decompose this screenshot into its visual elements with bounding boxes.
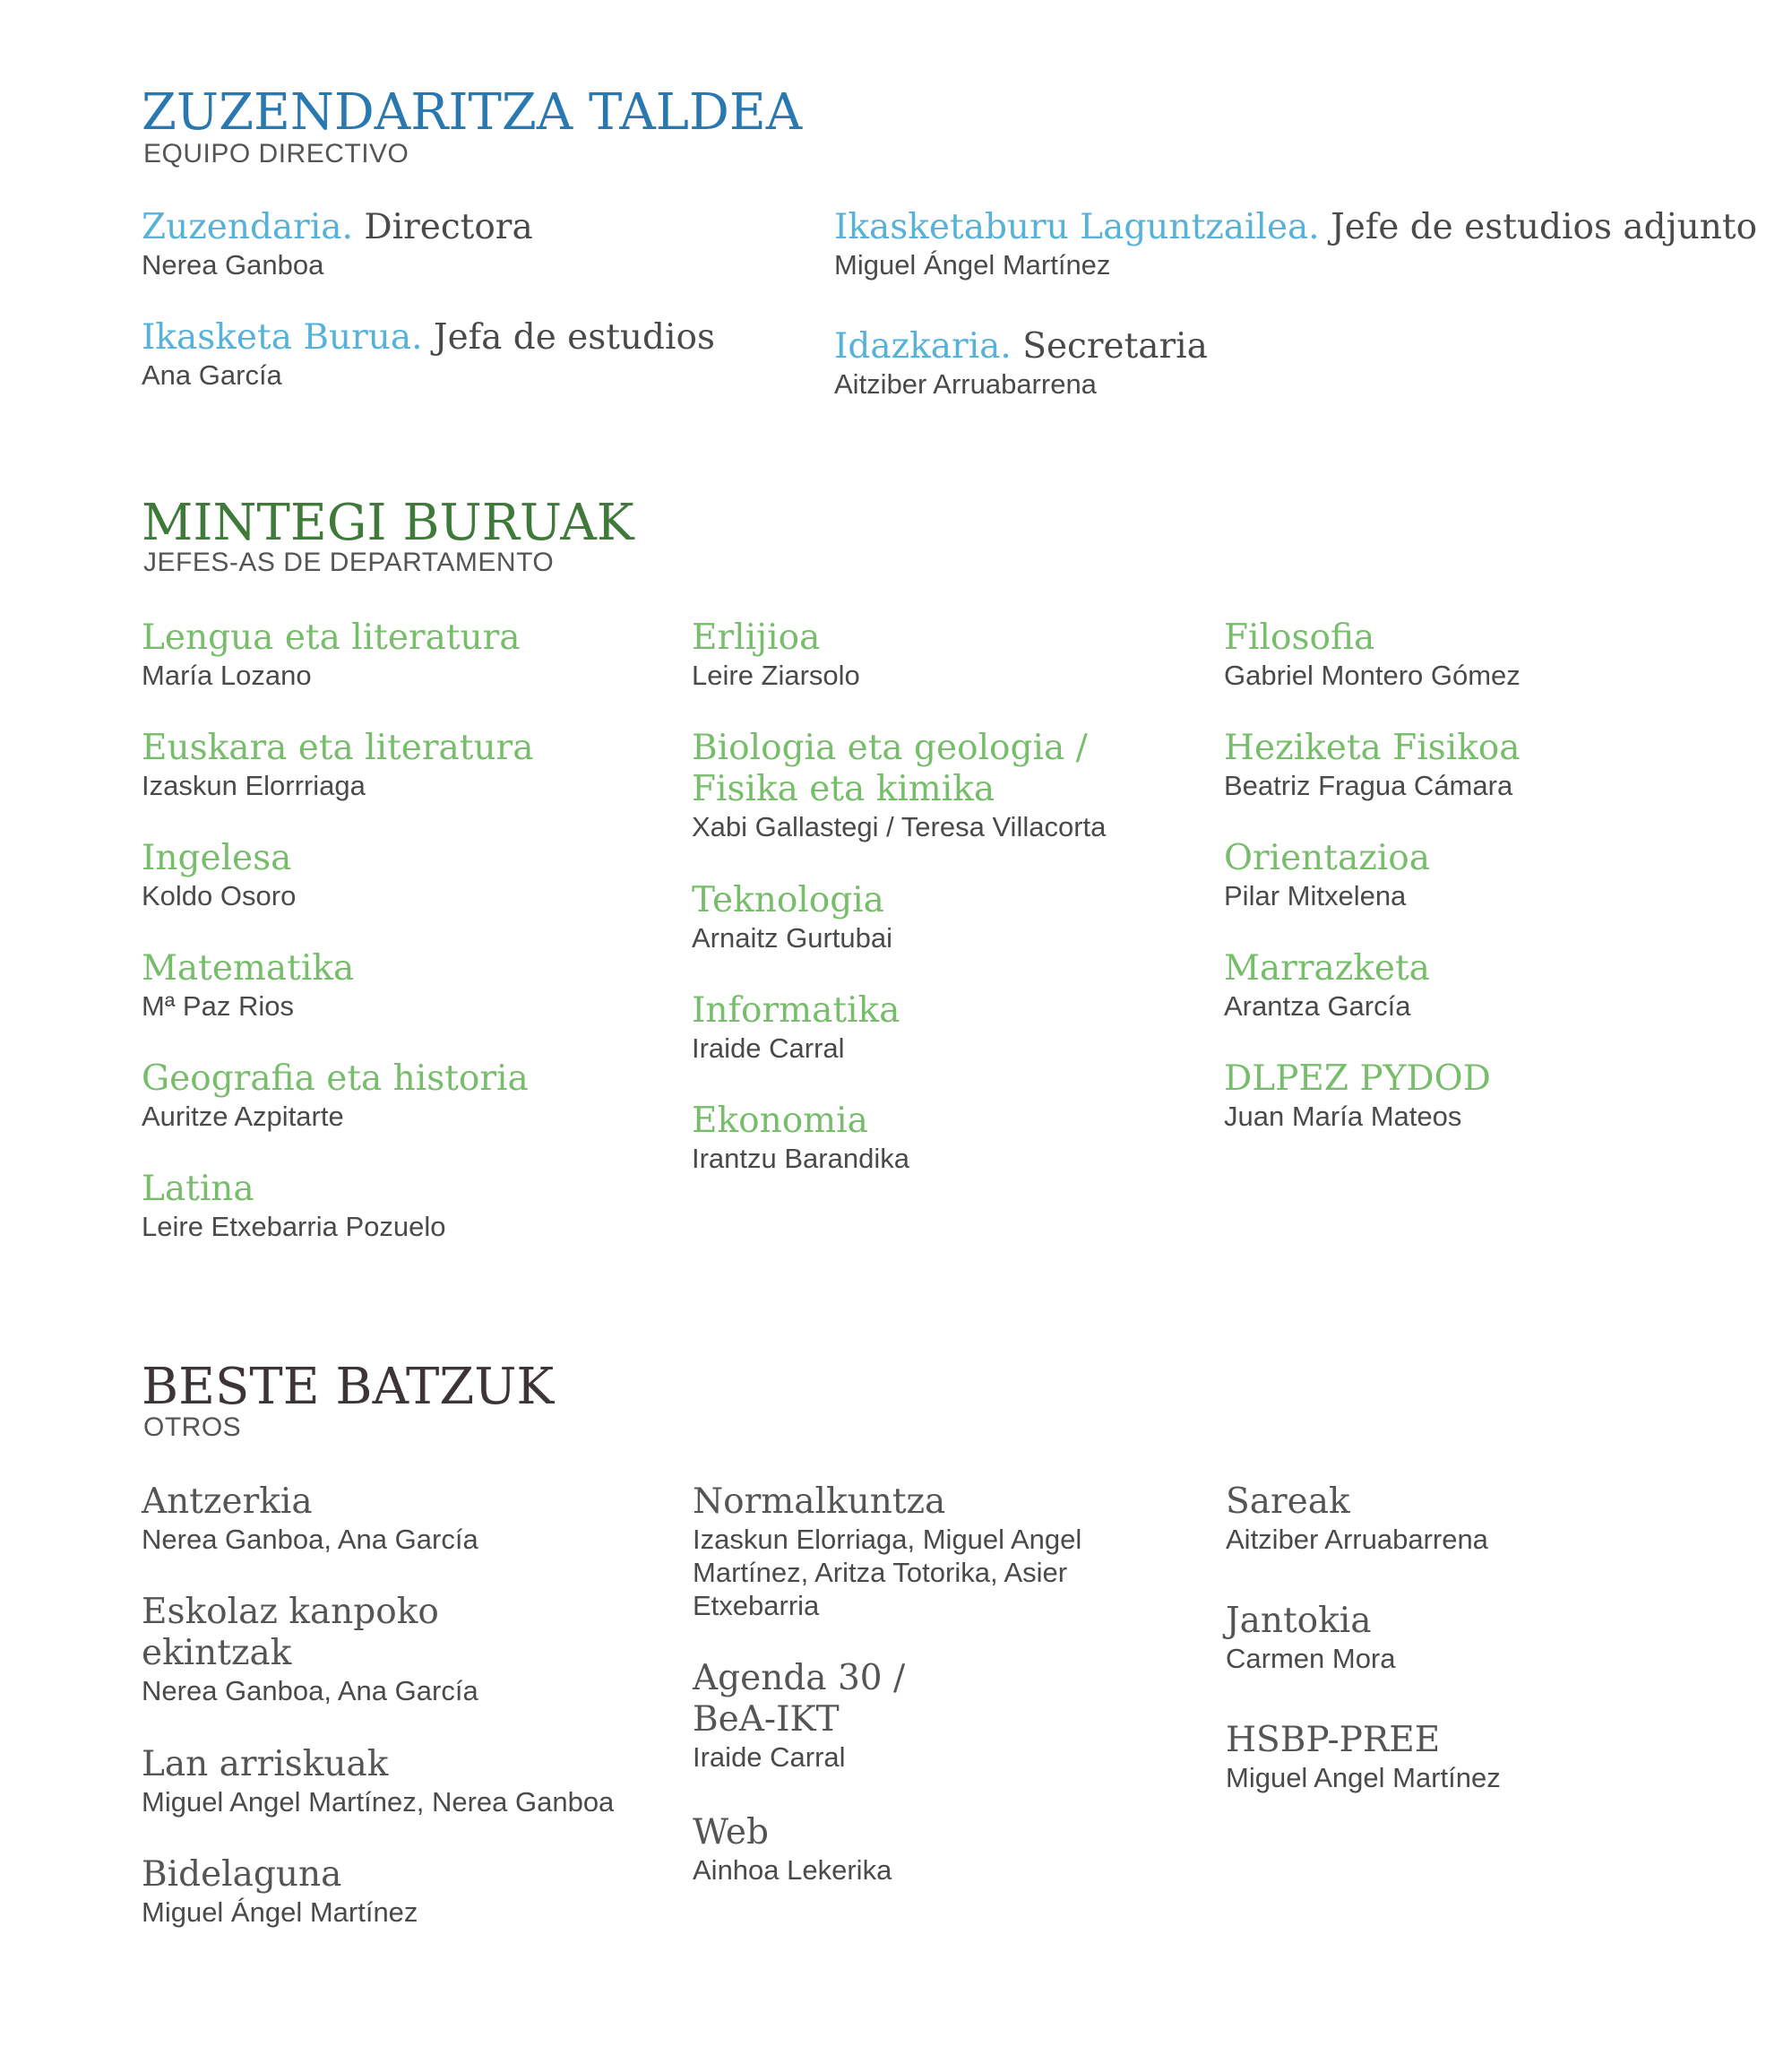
- role-eu: Zuzendaria.: [142, 207, 353, 247]
- other-label: Normalkuntza: [693, 1481, 946, 1522]
- dept-informatika: [692, 990, 900, 1065]
- dept-name-line1: Biologia eta geologia /: [692, 728, 1088, 768]
- other-label-line1: Eskolaz kanpoko: [142, 1592, 439, 1632]
- other-web: [693, 1812, 892, 1887]
- member-head-of-studies: [142, 317, 715, 392]
- other-jantokia: [1226, 1601, 1396, 1675]
- role-eu: Ikasketaburu Laguntzailea.: [834, 207, 1320, 247]
- other-label: Sareak: [1226, 1481, 1350, 1522]
- dept-marrazketa: [1224, 948, 1430, 1023]
- other-label: HSBP-PREE: [1226, 1720, 1441, 1760]
- dept-name: Ekonomia: [692, 1101, 868, 1141]
- member-director: [142, 207, 533, 281]
- dept-head-name: Irantzu Barandika: [692, 1143, 909, 1174]
- dept-name: Orientazioa: [1224, 838, 1430, 878]
- dept-head-name: Auritze Azpitarte: [142, 1101, 344, 1132]
- other-eskolaz: [142, 1592, 478, 1707]
- dept-name: Heziketa Fisikoa: [1224, 728, 1521, 768]
- other-names: Aitziber Arruabarrena: [1226, 1524, 1488, 1555]
- dept-latina: [142, 1169, 445, 1243]
- other-label: Bidelaguna: [142, 1854, 342, 1895]
- role-es: Jefe de estudios adjunto: [1319, 207, 1758, 247]
- other-names: Miguel Angel Martínez: [1226, 1762, 1501, 1793]
- dept-heziketa: [1224, 728, 1521, 802]
- member-secretary: [834, 326, 1208, 401]
- other-antzerkia: [142, 1481, 478, 1556]
- dept-head-name: Leire Etxebarria Pozuelo: [142, 1211, 446, 1242]
- dept-erlijioa: [692, 617, 860, 692]
- dept-name: Matematika: [142, 948, 355, 989]
- other-names: Ainhoa Lekerika: [693, 1854, 892, 1886]
- other-label: Jantokia: [1226, 1601, 1372, 1641]
- dept-head-name: María Lozano: [142, 660, 312, 691]
- dept-name: Lengua eta literatura: [142, 617, 521, 658]
- role-es: Secretaria: [1011, 326, 1208, 367]
- dept-head-name: Leire Ziarsolo: [692, 660, 860, 691]
- dept-name: Teknologia: [692, 880, 884, 920]
- dept-name: Erlijioa: [692, 617, 821, 658]
- dept-name-line2: Fisika eta kimika: [692, 769, 995, 809]
- section-subtitle-departments: JEFES-AS DE DEPARTAMENTO: [143, 548, 555, 577]
- dept-head-name: Mª Paz Rios: [142, 990, 294, 1022]
- other-names-line2: Martínez, Aritza Totorika, Asier: [693, 1557, 1068, 1588]
- dept-geografia: [142, 1058, 529, 1133]
- member-name: Nerea Ganboa: [142, 249, 324, 281]
- dept-head-name: Juan María Mateos: [1224, 1101, 1462, 1132]
- other-label: Web: [693, 1812, 769, 1852]
- dept-name: Filosofia: [1224, 617, 1375, 658]
- other-label-line1: Agenda 30 /: [693, 1658, 906, 1698]
- dept-matematika: [142, 948, 354, 1023]
- other-label: Antzerkia: [142, 1481, 313, 1522]
- section-title-departments: MINTEGI BURUAK: [142, 494, 634, 552]
- other-lan-arriskuak: [142, 1744, 614, 1818]
- other-label-line2: BeA-IKT: [693, 1699, 840, 1740]
- dept-name: DLPEZ PYDOD: [1224, 1058, 1491, 1099]
- dept-name: Marrazketa: [1224, 948, 1430, 989]
- other-names: Carmen Mora: [1226, 1643, 1396, 1674]
- dept-teknologia: [692, 880, 892, 954]
- section-title-others: BESTE BATZUK: [142, 1358, 555, 1416]
- other-names: Nerea Ganboa, Ana García: [142, 1524, 478, 1555]
- dept-head-name: Izaskun Elorrriaga: [142, 770, 366, 801]
- dept-ekonomia: [692, 1101, 909, 1175]
- other-label-line2: ekintzak: [142, 1633, 292, 1673]
- dept-filosofia: [1224, 617, 1521, 692]
- other-names: Iraide Carral: [693, 1741, 846, 1773]
- dept-head-name: Beatriz Fragua Cámara: [1224, 770, 1513, 801]
- member-name: Ana García: [142, 359, 282, 391]
- role-es: Jefa de estudios: [422, 317, 715, 358]
- dept-head-name: Pilar Mitxelena: [1224, 880, 1407, 911]
- role-eu: Ikasketa Burua.: [142, 317, 423, 358]
- dept-ingelesa: [142, 838, 296, 912]
- dept-head-name: Koldo Osoro: [142, 880, 297, 911]
- dept-orientazioa: [1224, 838, 1430, 912]
- role-es: Directora: [352, 207, 533, 247]
- other-names: Miguel Angel Martínez, Nerea Ganboa: [142, 1786, 615, 1818]
- dept-head-name: Arantza García: [1224, 990, 1411, 1022]
- other-names: Nerea Ganboa, Ana García: [142, 1675, 478, 1706]
- other-names-line3: Etxebarria: [693, 1590, 820, 1621]
- dept-head-name: Gabriel Montero Gómez: [1224, 660, 1521, 691]
- other-sareak: [1226, 1481, 1488, 1556]
- dept-name: Ingelesa: [142, 838, 292, 878]
- role-eu: Idazkaria.: [834, 326, 1012, 367]
- other-names: Miguel Ángel Martínez: [142, 1896, 418, 1928]
- dept-dlpez: [1224, 1058, 1491, 1133]
- other-label: Lan arriskuak: [142, 1744, 389, 1784]
- other-normalkuntza: [693, 1481, 1081, 1622]
- member-name: Aitziber Arruabarrena: [834, 368, 1097, 400]
- member-deputy-head: [834, 207, 1757, 281]
- other-names-line1: Izaskun Elorriaga, Miguel Angel: [693, 1524, 1082, 1555]
- dept-name: Euskara eta literatura: [142, 728, 534, 768]
- section-subtitle-others: OTROS: [143, 1412, 242, 1442]
- member-name: Miguel Ángel Martínez: [834, 249, 1111, 281]
- dept-name: Latina: [142, 1169, 254, 1209]
- dept-euskara: [142, 728, 533, 802]
- dept-head-name: Iraide Carral: [692, 1032, 845, 1064]
- other-agenda: [693, 1658, 905, 1774]
- section-subtitle-directive: EQUIPO DIRECTIVO: [143, 139, 409, 168]
- dept-biologia: [692, 728, 1106, 843]
- section-title-directive: ZUZENDARITZA TALDEA: [142, 83, 803, 142]
- dept-head-name: Xabi Gallastegi / Teresa Villacorta: [692, 811, 1107, 842]
- dept-lengua: [142, 617, 521, 692]
- other-hsbp: [1226, 1720, 1501, 1794]
- other-bidelaguna: [142, 1854, 418, 1929]
- dept-name: Geografia eta historia: [142, 1058, 529, 1099]
- dept-head-name: Arnaitz Gurtubai: [692, 922, 892, 954]
- dept-name: Informatika: [692, 990, 900, 1031]
